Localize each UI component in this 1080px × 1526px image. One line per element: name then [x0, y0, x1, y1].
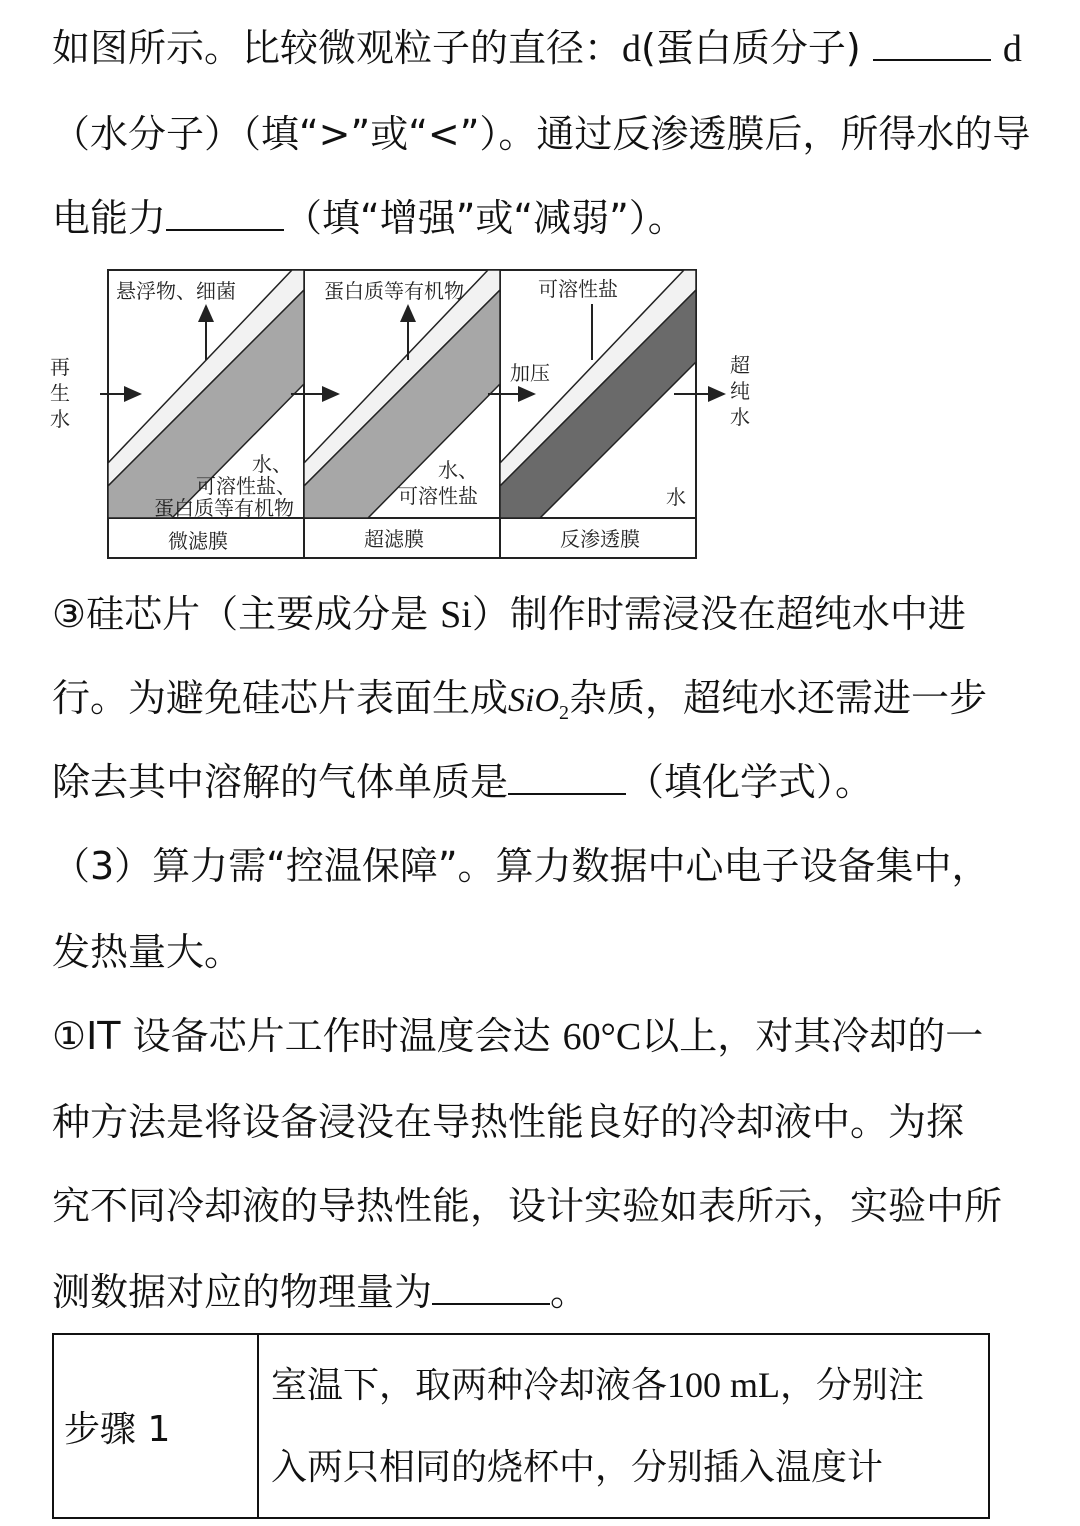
text-line-11: 究不同冷却液的导热性能，设计实验如表所示，实验中所 [52, 1184, 1003, 1228]
panel1-pass-label-2: 可溶性盐、 [196, 474, 296, 498]
experiment-steps-table [52, 1333, 990, 1519]
panel3-retained-label: 可溶性盐 [538, 277, 618, 301]
answer-blank-2[interactable] [166, 199, 284, 231]
text-line-7: （3）算力需“控温保障”。算力数据中心电子设备集中， [52, 844, 990, 888]
panel2-pass-label-2: 可溶性盐 [398, 484, 478, 508]
text-line-8: 发热量大。 [52, 930, 243, 974]
panel2-retained-label: 蛋白质等有机物 [324, 279, 464, 303]
text-line-5: 行。为避免硅芯片表面生成SiO$_2$杂质，超纯水还需进一步 [52, 676, 988, 724]
ro-membrane [500, 290, 696, 518]
step-content: 室温下，取两种冷却液各100 mL，分别注 入两只相同的烧杯中，分别插入温度计 [258, 1334, 989, 1518]
microfilter-label: 微滤膜 [168, 529, 228, 553]
table-row [53, 1334, 989, 1518]
panel1-retained-label: 悬浮物、细菌 [116, 279, 236, 303]
inlet-label-3: 水 [50, 407, 70, 431]
answer-blank-1[interactable] [873, 29, 991, 61]
text-line-3: 电能力 （填“增强”或“减弱”）。 [52, 196, 686, 240]
ultrafilter-label: 超滤膜 [364, 527, 424, 551]
panel1-pass-label-1: 水、 [252, 452, 292, 476]
outlet-label-1: 超 [730, 353, 750, 377]
text-line-1: 如图所示。比较微观粒子的直径：d(蛋白质分子) d [52, 26, 1022, 70]
sio2-formula: SiO$_2$ [508, 682, 570, 724]
text-line-12: 测数据对应的物理量为 。 [52, 1270, 589, 1314]
inlet-label-2: 生 [50, 381, 70, 405]
text-line-2: （水分子）（填“>”或“<”）。通过反渗透膜后，所得水的导 [52, 112, 1031, 156]
answer-blank-4[interactable] [432, 1273, 550, 1305]
panel2-pass-label-1: 水、 [438, 458, 478, 482]
panel3-pass-label: 水 [666, 485, 686, 509]
membrane-filtration-diagram [50, 268, 750, 560]
text-line-9: ①IT 设备芯片工作时温度会达 60°C以上，对其冷却的一 [52, 1014, 984, 1058]
outlet-label-3: 水 [730, 405, 750, 429]
text-line-4: ③硅芯片（主要成分是 Si）制作时需浸没在超纯水中进 [52, 592, 966, 636]
text-line-6: 除去其中溶解的气体单质是 （填化学式）。 [52, 760, 874, 804]
text-line-10: 种方法是将设备浸没在导热性能良好的冷却液中。为探 [52, 1100, 965, 1144]
panel1-pass-label-3: 蛋白质等有机物 [154, 496, 294, 520]
answer-blank-3[interactable] [508, 763, 626, 795]
step-label: 步骤 1 [53, 1334, 258, 1518]
outlet-label-2: 纯 [730, 379, 750, 403]
inlet-label-1: 再 [50, 355, 70, 379]
pressure-label: 加压 [510, 361, 550, 385]
ro-label: 反渗透膜 [560, 527, 640, 551]
